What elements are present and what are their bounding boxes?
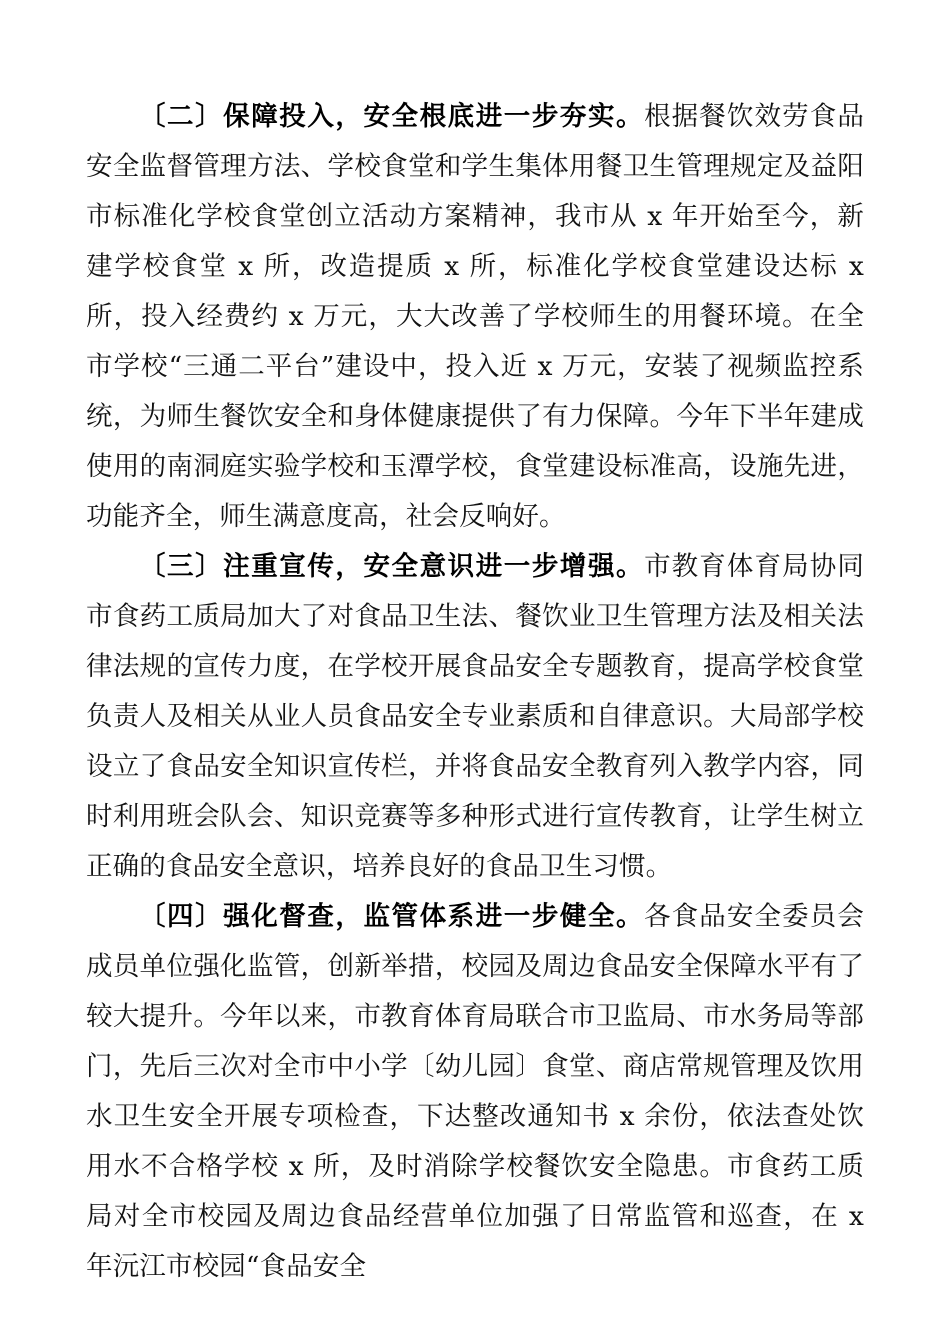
paragraph-section-4 bbox=[86, 892, 864, 1292]
paragraph-section-2 bbox=[86, 92, 864, 542]
paragraph-heading-section-4: 〔四〕强化督查，监管体系进一步健全。 bbox=[139, 901, 645, 932]
paragraph-heading-section-3: 〔三〕注重宣传，安全意识进一步增强。 bbox=[139, 551, 645, 582]
paragraph-text-section-2: 根据餐饮效劳食品安全监督管理方法、学校食堂和学生集体用餐卫生管理规定及益阳市标准化学校食堂创立活动方案精神，我市从 x 年开始至今，新建学校食堂 x 所，改造提质 x 所，标准化学校食堂建设达标 x 所，投入经费约 x 万元，大大改善了学校师生的用餐环境。在全市学校“三通二平台”建设中，投入近 x 万元，安装了视频监控系统，为师生餐饮安全和身体健康提供了有力保障。今年下半年建成使用的南洞庭实验学校和玉潭学校，食堂建设标准高，设施先进，功能齐全，师生满意度高，社会反响好。 bbox=[86, 101, 864, 532]
paragraph-text-section-4: 各食品安全委员会成员单位强化监管，创新举措，校园及周边食品安全保障水平有了较大提升。今年以来，市教育体育局联合市卫监局、市水务局等部门，先后三次对全市中小学〔幼儿园〕食堂、商店常规管理及饮用水卫生安全开展专项检查，下达整改通知书 x 余份，依法查处饮用水不合格学校 x 所，及时消除学校餐饮安全隐患。市食药工质局对全市校园及周边食品经营单位加强了日常监管和巡查，在 x 年沅江市校园“食品安全 bbox=[86, 901, 864, 1282]
paragraph-section-3 bbox=[86, 542, 864, 892]
document-body bbox=[86, 92, 864, 1292]
paragraph-heading-section-2: 〔二〕保障投入，安全根底进一步夯实。 bbox=[139, 101, 645, 132]
paragraph-text-section-3: 市教育体育局协同市食药工质局加大了对食品卫生法、餐饮业卫生管理方法及相关法律法规的宣传力度，在学校开展食品安全专题教育，提高学校食堂负责人及相关从业人员食品安全专业素质和自律意识。大局部学校设立了食品安全知识宣传栏，并将食品安全教育列入教学内容，同时利用班会队会、知识竞赛等多种形式进行宣传教育，让学生树立正确的食品安全意识，培养良好的食品卫生习惯。 bbox=[86, 551, 864, 882]
